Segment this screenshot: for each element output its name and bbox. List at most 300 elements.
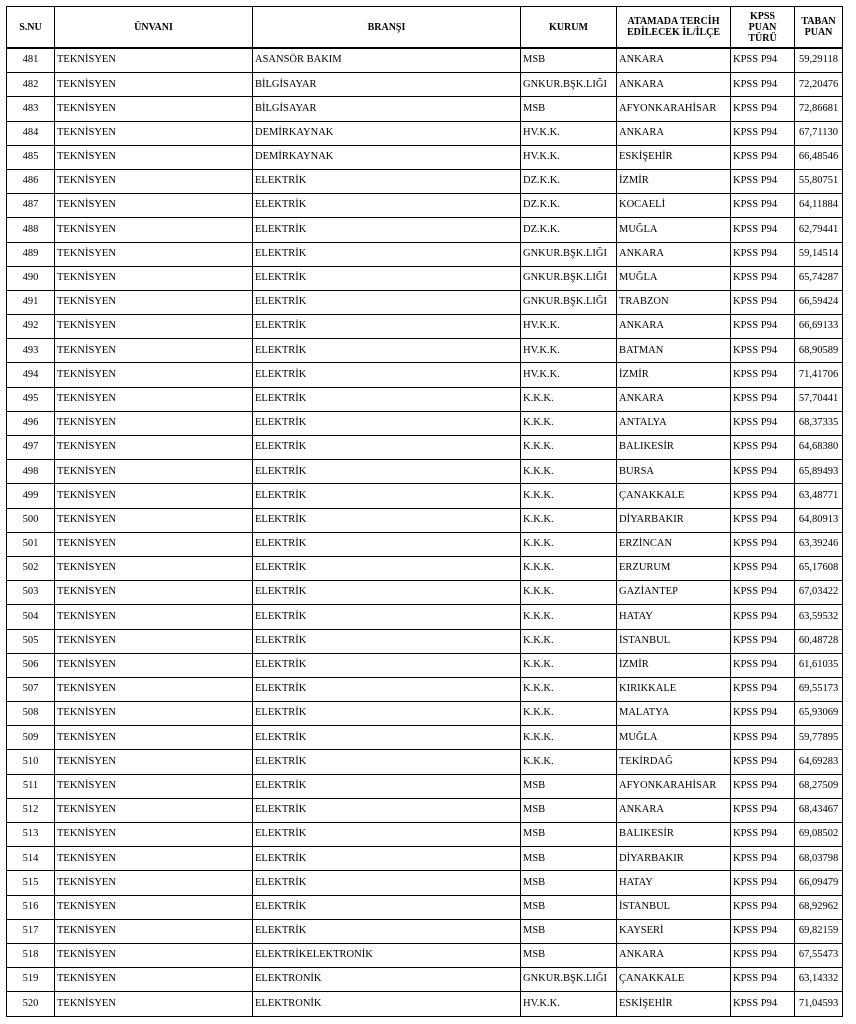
table-row (7, 677, 843, 701)
cell-puan: 65,89493 (795, 460, 843, 484)
cell-unvan: TEKNİSYEN (55, 460, 253, 484)
cell-kurum: HV.K.K. (521, 992, 617, 1016)
cell-unvan: TEKNİSYEN (55, 121, 253, 145)
table-row (7, 73, 843, 97)
table-row (7, 411, 843, 435)
cell-il: ANTALYA (617, 411, 731, 435)
cell-brans: ELEKTRİK (253, 242, 521, 266)
cell-brans: ELEKTRİK (253, 653, 521, 677)
cell-tur: KPSS P94 (731, 218, 795, 242)
cell-il: İSTANBUL (617, 629, 731, 653)
cell-sn: 507 (7, 677, 55, 701)
cell-il: ÇANAKKALE (617, 484, 731, 508)
cell-kurum: HV.K.K. (521, 339, 617, 363)
cell-tur: KPSS P94 (731, 48, 795, 73)
cell-brans: ELEKTRİK (253, 411, 521, 435)
cell-il: ANKARA (617, 121, 731, 145)
cell-brans: ELEKTRİK (253, 726, 521, 750)
cell-puan: 61,61035 (795, 653, 843, 677)
cell-puan: 65,74287 (795, 266, 843, 290)
cell-sn: 512 (7, 798, 55, 822)
cell-puan: 68,90589 (795, 339, 843, 363)
cell-brans: ELEKTRİK (253, 290, 521, 314)
header-unvan: ÜNVANI (55, 7, 253, 49)
table-row (7, 121, 843, 145)
cell-il: DİYARBAKIR (617, 508, 731, 532)
header-il-line1: ATAMADA TERCİH (627, 16, 720, 27)
cell-brans: ELEKTRİK (253, 315, 521, 339)
cell-unvan: TEKNİSYEN (55, 726, 253, 750)
cell-tur: KPSS P94 (731, 508, 795, 532)
cell-il: KIRIKKALE (617, 677, 731, 701)
header-puan (795, 7, 843, 49)
cell-kurum: K.K.K. (521, 605, 617, 629)
table-row (7, 484, 843, 508)
cell-puan: 59,14514 (795, 242, 843, 266)
header-brans: BRANŞI (253, 7, 521, 49)
cell-sn: 481 (7, 48, 55, 73)
cell-brans: ELEKTRİK (253, 823, 521, 847)
cell-il: GAZİANTEP (617, 581, 731, 605)
table-row (7, 919, 843, 943)
cell-kurum: K.K.K. (521, 726, 617, 750)
cell-il: ANKARA (617, 73, 731, 97)
header-il (617, 7, 731, 49)
cell-il: KAYSERİ (617, 919, 731, 943)
cell-unvan: TEKNİSYEN (55, 387, 253, 411)
cell-kurum: K.K.K. (521, 460, 617, 484)
cell-il: İZMİR (617, 363, 731, 387)
cell-unvan: TEKNİSYEN (55, 992, 253, 1016)
header-il-line2: EDİLECEK İL/İLÇE (626, 27, 721, 38)
cell-tur: KPSS P94 (731, 73, 795, 97)
cell-tur: KPSS P94 (731, 145, 795, 169)
cell-sn: 502 (7, 556, 55, 580)
cell-il: HATAY (617, 605, 731, 629)
cell-unvan: TEKNİSYEN (55, 73, 253, 97)
cell-sn: 485 (7, 145, 55, 169)
cell-il: ERZURUM (617, 556, 731, 580)
cell-unvan: TEKNİSYEN (55, 315, 253, 339)
cell-brans: DEMİRKAYNAK (253, 121, 521, 145)
table-row (7, 895, 843, 919)
cell-kurum: MSB (521, 895, 617, 919)
cell-tur: KPSS P94 (731, 798, 795, 822)
cell-puan: 72,86681 (795, 97, 843, 121)
cell-sn: 488 (7, 218, 55, 242)
cell-sn: 492 (7, 315, 55, 339)
cell-sn: 490 (7, 266, 55, 290)
cell-sn: 508 (7, 702, 55, 726)
table-row (7, 48, 843, 73)
cell-tur: KPSS P94 (731, 726, 795, 750)
cell-brans: ELEKTRİK (253, 460, 521, 484)
cell-tur: KPSS P94 (731, 943, 795, 967)
cell-brans: ELEKTRİK (253, 605, 521, 629)
cell-tur: KPSS P94 (731, 677, 795, 701)
cell-il: ANKARA (617, 48, 731, 73)
table-row (7, 992, 843, 1016)
cell-kurum: GNKUR.BŞK.LIĞI (521, 242, 617, 266)
cell-il: TRABZON (617, 290, 731, 314)
cell-il: MUĞLA (617, 266, 731, 290)
cell-il: BURSA (617, 460, 731, 484)
cell-il: MUĞLA (617, 726, 731, 750)
cell-tur: KPSS P94 (731, 556, 795, 580)
cell-puan: 68,03798 (795, 847, 843, 871)
table-row (7, 847, 843, 871)
table-row (7, 798, 843, 822)
cell-tur: KPSS P94 (731, 169, 795, 193)
cell-il: MUĞLA (617, 218, 731, 242)
cell-sn: 496 (7, 411, 55, 435)
cell-puan: 72,20476 (795, 73, 843, 97)
cell-puan: 68,37335 (795, 411, 843, 435)
cell-sn: 505 (7, 629, 55, 653)
cell-puan: 69,55173 (795, 677, 843, 701)
cell-puan: 67,71130 (795, 121, 843, 145)
table-row (7, 726, 843, 750)
cell-sn: 506 (7, 653, 55, 677)
cell-puan: 66,59424 (795, 290, 843, 314)
cell-il: BALIKESİR (617, 823, 731, 847)
cell-puan: 62,79441 (795, 218, 843, 242)
cell-unvan: TEKNİSYEN (55, 484, 253, 508)
cell-tur: KPSS P94 (731, 411, 795, 435)
cell-tur: KPSS P94 (731, 242, 795, 266)
cell-puan: 68,27509 (795, 774, 843, 798)
cell-unvan: TEKNİSYEN (55, 363, 253, 387)
cell-tur: KPSS P94 (731, 97, 795, 121)
cell-il: ESKİŞEHİR (617, 145, 731, 169)
cell-tur: KPSS P94 (731, 968, 795, 992)
table-row (7, 218, 843, 242)
cell-tur: KPSS P94 (731, 436, 795, 460)
cell-il: İZMİR (617, 169, 731, 193)
cell-unvan: TEKNİSYEN (55, 194, 253, 218)
cell-kurum: DZ.K.K. (521, 169, 617, 193)
cell-brans: ELEKTRİK (253, 194, 521, 218)
table-row (7, 823, 843, 847)
table-row (7, 194, 843, 218)
cell-unvan: TEKNİSYEN (55, 943, 253, 967)
cell-brans: ELEKTRİK (253, 629, 521, 653)
table-row (7, 169, 843, 193)
cell-puan: 68,43467 (795, 798, 843, 822)
cell-kurum: K.K.K. (521, 532, 617, 556)
table-row (7, 774, 843, 798)
cell-sn: 487 (7, 194, 55, 218)
cell-kurum: K.K.K. (521, 436, 617, 460)
cell-sn: 510 (7, 750, 55, 774)
table-row (7, 290, 843, 314)
table-row (7, 605, 843, 629)
cell-unvan: TEKNİSYEN (55, 919, 253, 943)
cell-kurum: K.K.K. (521, 556, 617, 580)
table-row (7, 653, 843, 677)
cell-unvan: TEKNİSYEN (55, 556, 253, 580)
cell-brans: ELEKTRİK (253, 484, 521, 508)
cell-il: ESKİŞEHİR (617, 992, 731, 1016)
cell-unvan: TEKNİSYEN (55, 411, 253, 435)
cell-puan: 68,92962 (795, 895, 843, 919)
cell-unvan: TEKNİSYEN (55, 702, 253, 726)
cell-sn: 504 (7, 605, 55, 629)
cell-tur: KPSS P94 (731, 992, 795, 1016)
cell-puan: 64,80913 (795, 508, 843, 532)
cell-sn: 493 (7, 339, 55, 363)
cell-kurum: K.K.K. (521, 581, 617, 605)
cell-kurum: MSB (521, 943, 617, 967)
cell-puan: 69,08502 (795, 823, 843, 847)
table-row (7, 556, 843, 580)
cell-tur: KPSS P94 (731, 581, 795, 605)
cell-il: TEKİRDAĞ (617, 750, 731, 774)
header-tur (731, 7, 795, 49)
cell-kurum: K.K.K. (521, 702, 617, 726)
cell-kurum: K.K.K. (521, 677, 617, 701)
cell-brans: BİLGİSAYAR (253, 97, 521, 121)
cell-brans: ELEKTRİK (253, 508, 521, 532)
cell-brans: ELEKTRİK (253, 387, 521, 411)
cell-tur: KPSS P94 (731, 750, 795, 774)
cell-unvan: TEKNİSYEN (55, 266, 253, 290)
cell-unvan: TEKNİSYEN (55, 48, 253, 73)
cell-sn: 513 (7, 823, 55, 847)
cell-sn: 494 (7, 363, 55, 387)
cell-brans: ELEKTRİK (253, 581, 521, 605)
cell-kurum: K.K.K. (521, 653, 617, 677)
cell-il: KOCAELİ (617, 194, 731, 218)
cell-puan: 67,03422 (795, 581, 843, 605)
cell-sn: 503 (7, 581, 55, 605)
table-row (7, 943, 843, 967)
table-row (7, 266, 843, 290)
table-row (7, 871, 843, 895)
cell-tur: KPSS P94 (731, 919, 795, 943)
cell-kurum: MSB (521, 919, 617, 943)
header-tur-line3: TÜRÜ (748, 32, 777, 44)
cell-puan: 59,29118 (795, 48, 843, 73)
table-row (7, 387, 843, 411)
table-row (7, 339, 843, 363)
cell-kurum: HV.K.K. (521, 315, 617, 339)
table-row (7, 581, 843, 605)
cell-tur: KPSS P94 (731, 629, 795, 653)
cell-il: AFYONKARAHİSAR (617, 774, 731, 798)
cell-il: ERZİNCAN (617, 532, 731, 556)
cell-puan: 69,82159 (795, 919, 843, 943)
cell-kurum: MSB (521, 798, 617, 822)
cell-tur: KPSS P94 (731, 315, 795, 339)
cell-tur: KPSS P94 (731, 653, 795, 677)
cell-unvan: TEKNİSYEN (55, 798, 253, 822)
cell-unvan: TEKNİSYEN (55, 895, 253, 919)
cell-sn: 486 (7, 169, 55, 193)
cell-unvan: TEKNİSYEN (55, 871, 253, 895)
cell-unvan: TEKNİSYEN (55, 532, 253, 556)
table-row (7, 968, 843, 992)
cell-kurum: MSB (521, 871, 617, 895)
cell-unvan: TEKNİSYEN (55, 605, 253, 629)
cell-kurum: MSB (521, 97, 617, 121)
cell-unvan: TEKNİSYEN (55, 581, 253, 605)
cell-kurum: MSB (521, 774, 617, 798)
cell-kurum: GNKUR.BŞK.LIĞI (521, 290, 617, 314)
cell-kurum: DZ.K.K. (521, 194, 617, 218)
cell-sn: 500 (7, 508, 55, 532)
cell-unvan: TEKNİSYEN (55, 968, 253, 992)
cell-puan: 64,69283 (795, 750, 843, 774)
cell-sn: 498 (7, 460, 55, 484)
table-row (7, 436, 843, 460)
cell-puan: 65,93069 (795, 702, 843, 726)
cell-puan: 59,77895 (795, 726, 843, 750)
header-tur-line1: KPSS (749, 10, 775, 22)
cell-sn: 511 (7, 774, 55, 798)
cell-kurum: MSB (521, 48, 617, 73)
table-row (7, 629, 843, 653)
cell-kurum: HV.K.K. (521, 121, 617, 145)
table-row (7, 315, 843, 339)
cell-brans: ELEKTRİK (253, 702, 521, 726)
cell-kurum: GNKUR.BŞK.LIĞI (521, 968, 617, 992)
cell-unvan: TEKNİSYEN (55, 169, 253, 193)
cell-puan: 60,48728 (795, 629, 843, 653)
cell-brans: ELEKTRONİK (253, 992, 521, 1016)
cell-kurum: MSB (521, 823, 617, 847)
cell-kurum: K.K.K. (521, 387, 617, 411)
cell-sn: 483 (7, 97, 55, 121)
cell-unvan: TEKNİSYEN (55, 774, 253, 798)
cell-unvan: TEKNİSYEN (55, 750, 253, 774)
cell-kurum: HV.K.K. (521, 145, 617, 169)
cell-brans: ELEKTRİK (253, 556, 521, 580)
cell-puan: 66,69133 (795, 315, 843, 339)
cell-il: HATAY (617, 871, 731, 895)
cell-kurum: DZ.K.K. (521, 218, 617, 242)
cell-puan: 63,48771 (795, 484, 843, 508)
cell-unvan: TEKNİSYEN (55, 677, 253, 701)
table-row (7, 97, 843, 121)
cell-puan: 67,55473 (795, 943, 843, 967)
cell-brans: ELEKTRİK (253, 436, 521, 460)
cell-tur: KPSS P94 (731, 847, 795, 871)
cell-kurum: GNKUR.BŞK.LIĞI (521, 73, 617, 97)
cell-unvan: TEKNİSYEN (55, 653, 253, 677)
cell-il: ANKARA (617, 798, 731, 822)
cell-unvan: TEKNİSYEN (55, 508, 253, 532)
cell-sn: 484 (7, 121, 55, 145)
cell-unvan: TEKNİSYEN (55, 823, 253, 847)
cell-puan: 55,80751 (795, 169, 843, 193)
header-tur-line2: PUAN (748, 21, 777, 33)
cell-kurum: K.K.K. (521, 750, 617, 774)
table-header (7, 7, 843, 49)
cell-tur: KPSS P94 (731, 702, 795, 726)
cell-brans: ELEKTRİK (253, 169, 521, 193)
cell-tur: KPSS P94 (731, 290, 795, 314)
cell-puan: 63,39246 (795, 532, 843, 556)
cell-tur: KPSS P94 (731, 484, 795, 508)
cell-sn: 499 (7, 484, 55, 508)
cell-kurum: K.K.K. (521, 411, 617, 435)
cell-puan: 66,09479 (795, 871, 843, 895)
cell-puan: 63,59532 (795, 605, 843, 629)
table-row (7, 242, 843, 266)
cell-il: ANKARA (617, 242, 731, 266)
cell-puan: 57,70441 (795, 387, 843, 411)
cell-il: ANKARA (617, 387, 731, 411)
cell-unvan: TEKNİSYEN (55, 847, 253, 871)
cell-brans: ELEKTRİK (253, 847, 521, 871)
cell-tur: KPSS P94 (731, 266, 795, 290)
cell-sn: 501 (7, 532, 55, 556)
cell-il: BALIKESİR (617, 436, 731, 460)
cell-sn: 517 (7, 919, 55, 943)
cell-kurum: K.K.K. (521, 508, 617, 532)
cell-puan: 65,17608 (795, 556, 843, 580)
cell-brans: ELEKTRİK (253, 677, 521, 701)
cell-brans: ELEKTRİK (253, 218, 521, 242)
cell-unvan: TEKNİSYEN (55, 339, 253, 363)
cell-il: ÇANAKKALE (617, 968, 731, 992)
cell-brans: BİLGİSAYAR (253, 73, 521, 97)
cell-kurum: MSB (521, 847, 617, 871)
cell-tur: KPSS P94 (731, 605, 795, 629)
cell-puan: 66,48546 (795, 145, 843, 169)
cell-unvan: TEKNİSYEN (55, 629, 253, 653)
table-row (7, 532, 843, 556)
cell-sn: 518 (7, 943, 55, 967)
cell-tur: KPSS P94 (731, 774, 795, 798)
cell-sn: 514 (7, 847, 55, 871)
cell-unvan: TEKNİSYEN (55, 436, 253, 460)
cell-tur: KPSS P94 (731, 823, 795, 847)
cell-il: ANKARA (617, 315, 731, 339)
cell-brans: ELEKTRİK (253, 532, 521, 556)
cell-puan: 71,04593 (795, 992, 843, 1016)
cell-tur: KPSS P94 (731, 895, 795, 919)
cell-brans: ELEKTRİK (253, 266, 521, 290)
cell-sn: 519 (7, 968, 55, 992)
cell-sn: 516 (7, 895, 55, 919)
cell-brans: ELEKTRİKELEKTRONİK (253, 943, 521, 967)
cell-puan: 71,41706 (795, 363, 843, 387)
header-kurum: KURUM (521, 7, 617, 49)
cell-puan: 63,14332 (795, 968, 843, 992)
cell-unvan: TEKNİSYEN (55, 242, 253, 266)
table-row (7, 702, 843, 726)
cell-brans: ELEKTRİK (253, 919, 521, 943)
header-puan-line2: PUAN (804, 27, 833, 38)
cell-sn: 520 (7, 992, 55, 1016)
cell-kurum: GNKUR.BŞK.LIĞI (521, 266, 617, 290)
cell-tur: KPSS P94 (731, 339, 795, 363)
cell-sn: 515 (7, 871, 55, 895)
cell-il: MALATYA (617, 702, 731, 726)
cell-brans: ELEKTRİK (253, 798, 521, 822)
cell-il: BATMAN (617, 339, 731, 363)
cell-unvan: TEKNİSYEN (55, 97, 253, 121)
cell-sn: 482 (7, 73, 55, 97)
cell-sn: 495 (7, 387, 55, 411)
table-row (7, 363, 843, 387)
cell-kurum: K.K.K. (521, 484, 617, 508)
cell-tur: KPSS P94 (731, 387, 795, 411)
table-row (7, 508, 843, 532)
cell-unvan: TEKNİSYEN (55, 290, 253, 314)
